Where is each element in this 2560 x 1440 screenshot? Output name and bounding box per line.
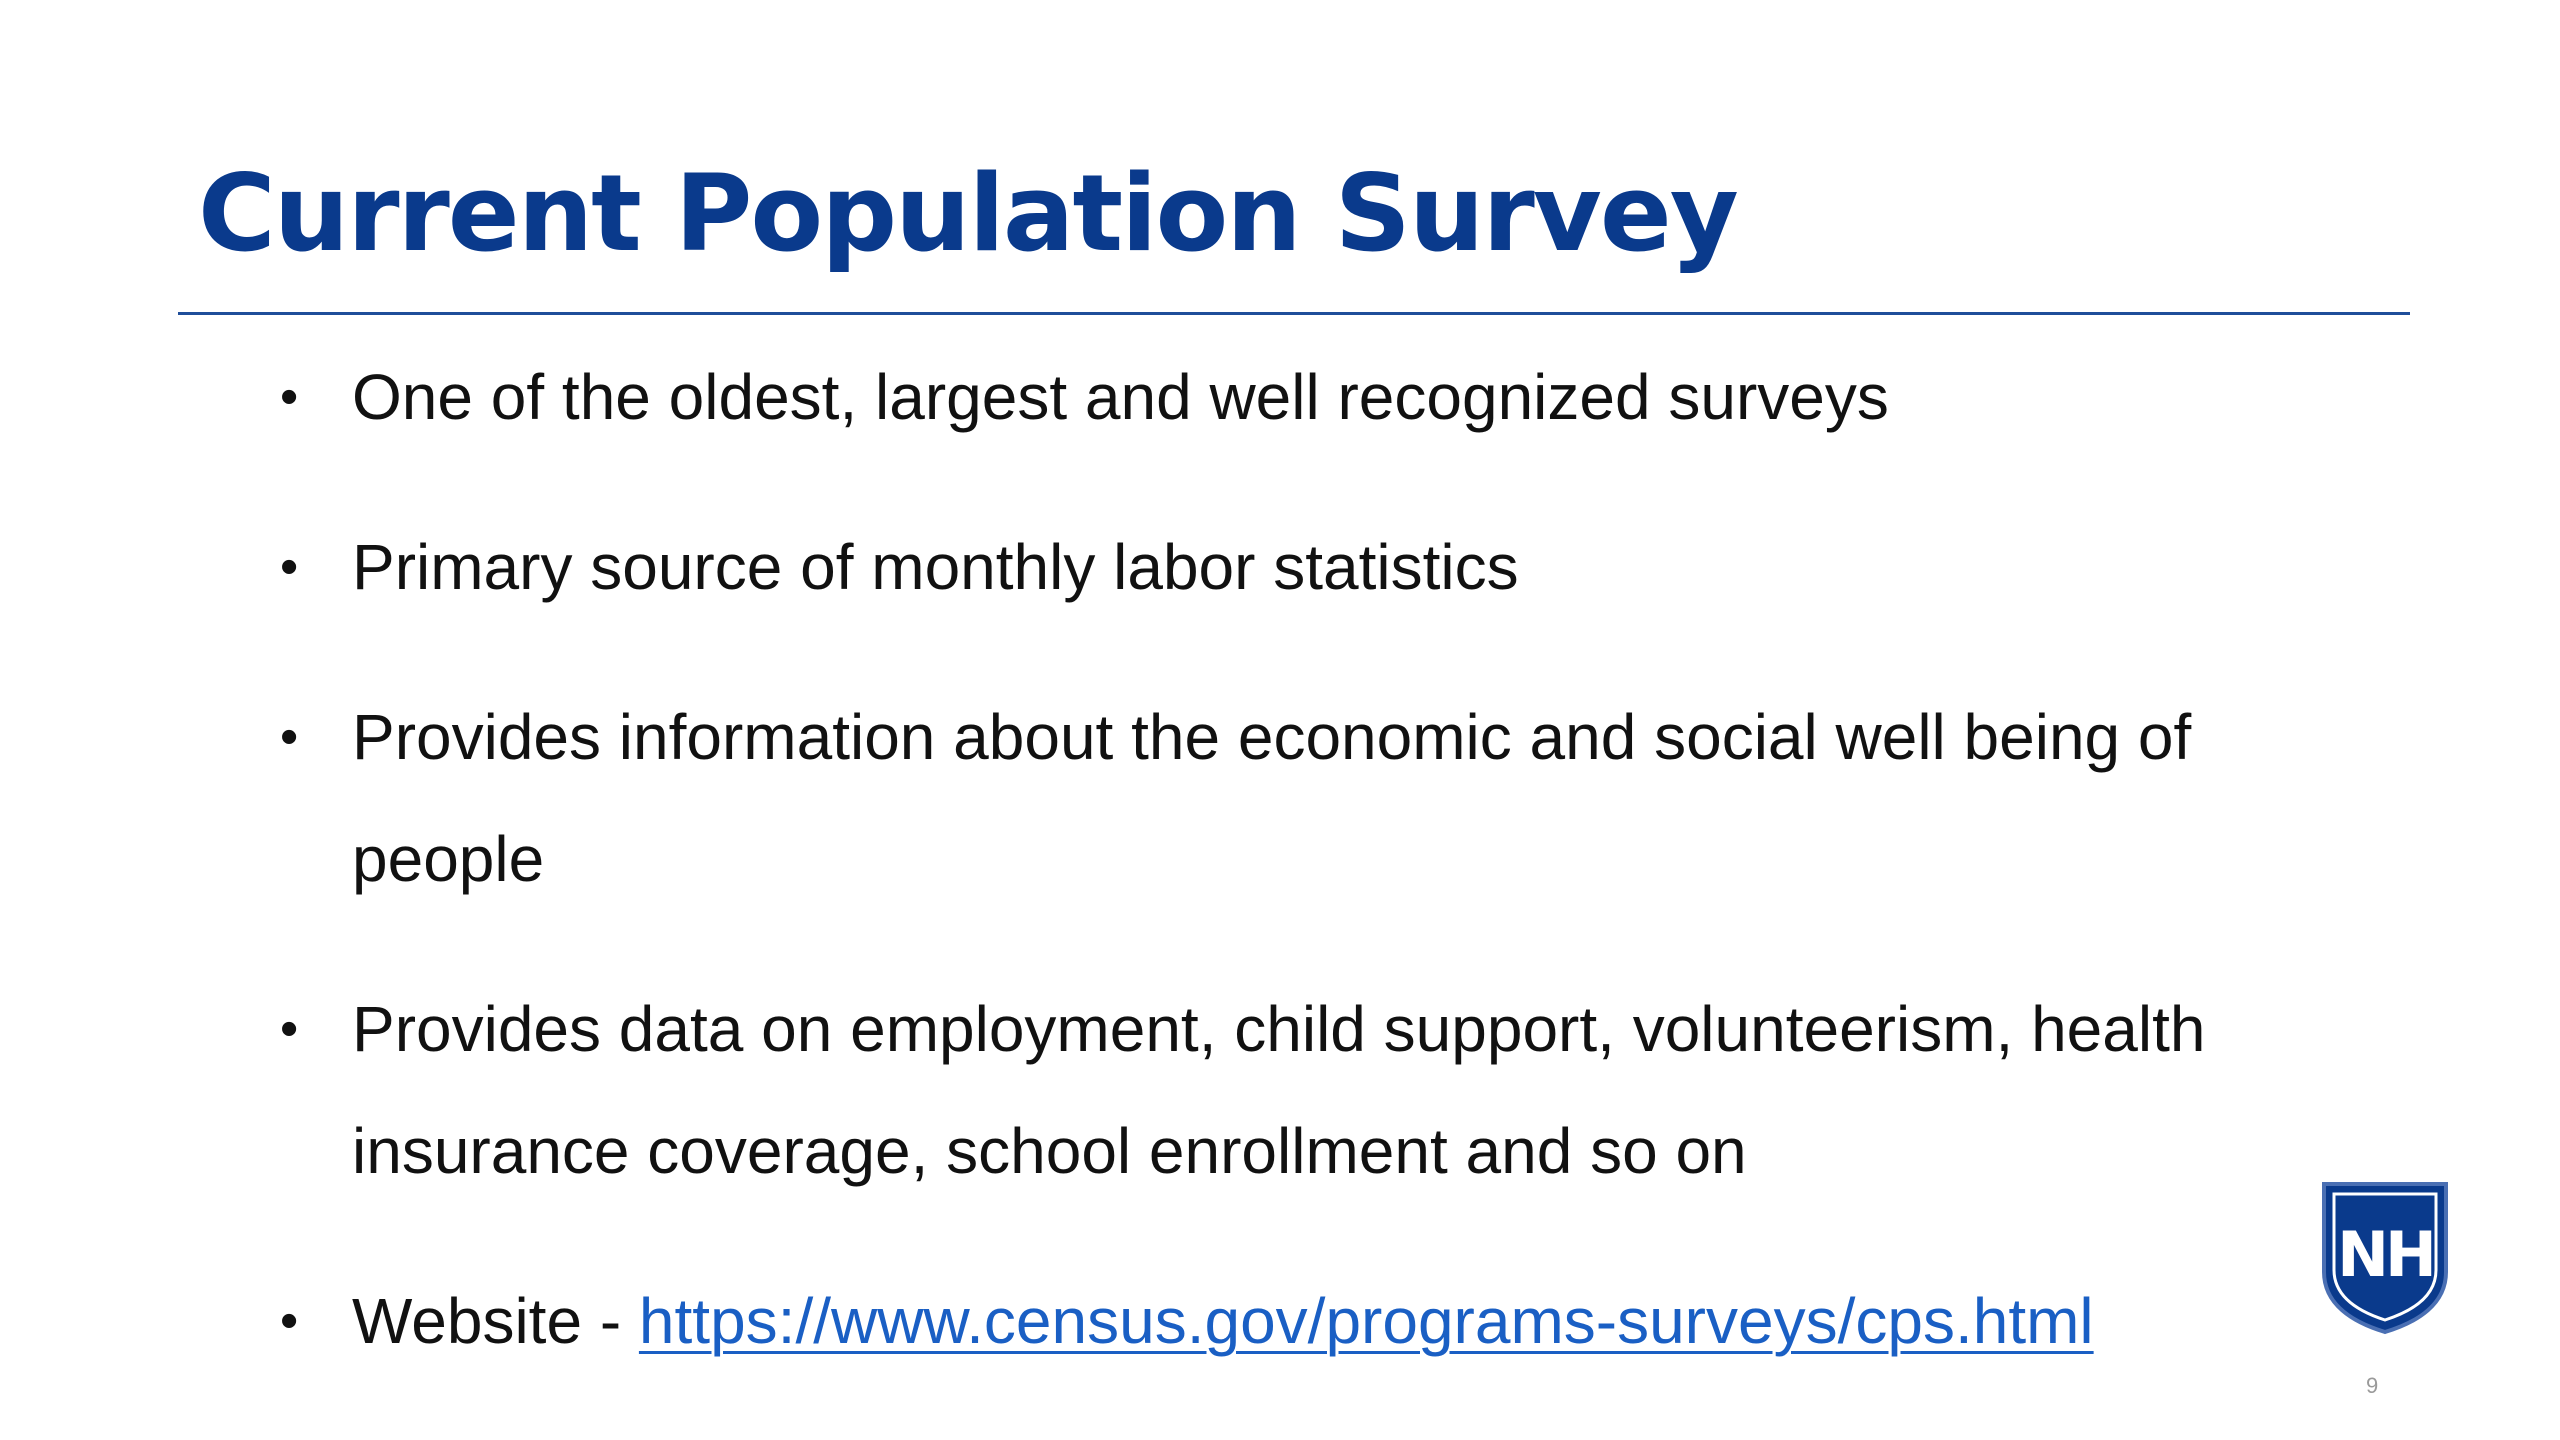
bullet-icon: •: [280, 1000, 299, 1058]
logo-text: NH: [2337, 1218, 2433, 1291]
bullet-item-website: [268, 1260, 2348, 1382]
unh-shield-logo-icon: [2320, 1180, 2450, 1335]
bullet-list: [268, 336, 2348, 1430]
bullet-text: Provides data on employment, child support, volunteerism, health insurance coverage, school enrollment and so on: [352, 993, 2206, 1187]
bullet-icon: •: [280, 368, 299, 426]
bullet-text: One of the oldest, largest and well recognized surveys: [352, 361, 1889, 433]
bullet-icon: •: [280, 1292, 299, 1350]
bullet-text: Primary source of monthly labor statistics: [352, 531, 1519, 603]
bullet-item: [268, 506, 2348, 628]
bullet-item: [268, 336, 2348, 458]
slide-title: Current Population Survey: [198, 152, 1737, 275]
website-label: Website -: [352, 1285, 639, 1357]
bullet-item: [268, 968, 2348, 1212]
bullet-icon: •: [280, 538, 299, 596]
title-divider: [178, 312, 2410, 315]
website-link[interactable]: https://www.census.gov/programs-surveys/cps.html: [638, 1285, 2094, 1357]
page-number: 9: [2366, 1373, 2379, 1398]
bullet-item: [268, 676, 2348, 920]
bullet-icon: •: [280, 708, 299, 766]
bullet-text: Provides information about the economic and social well being of people: [352, 701, 2192, 895]
